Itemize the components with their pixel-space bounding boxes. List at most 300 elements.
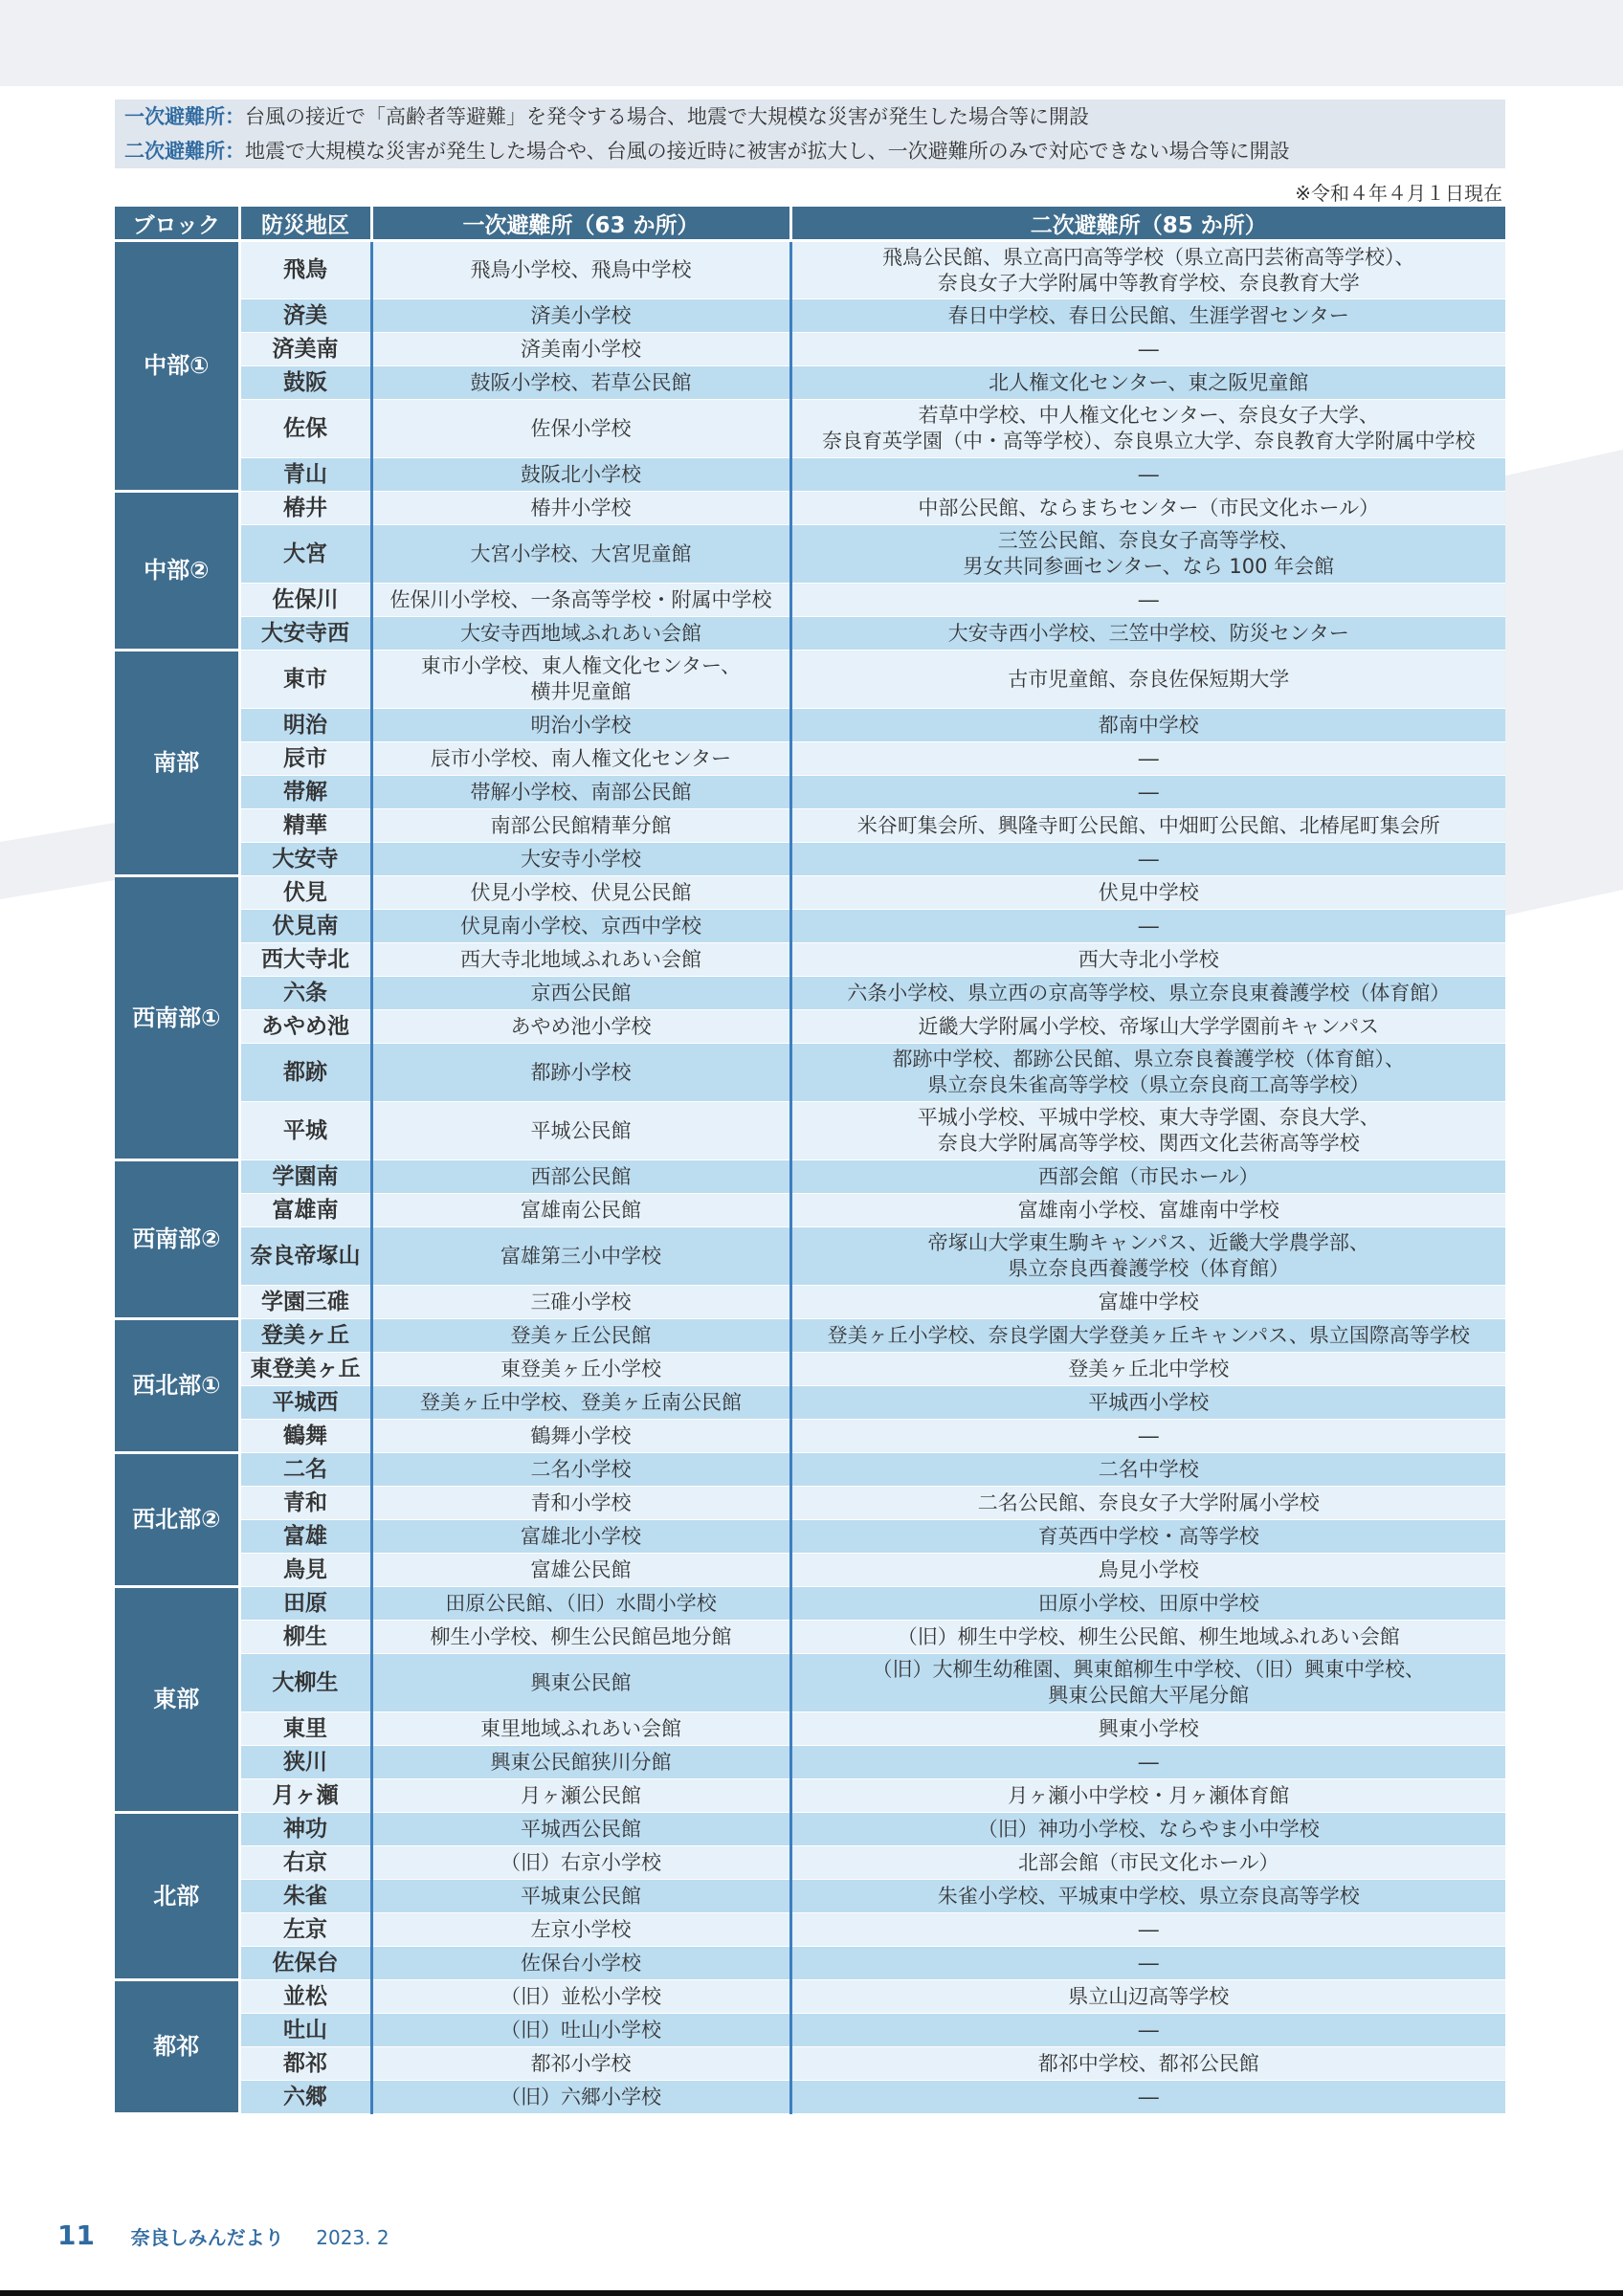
district-name: 伏見南	[239, 910, 371, 943]
primary-shelter-cell	[371, 843, 790, 876]
district-name: 狭川	[239, 1746, 371, 1779]
primary-shelter-line: 佐保川小学校、一条高等学校・附属中学校	[389, 587, 772, 611]
table-row	[115, 2081, 1505, 2114]
table-row	[115, 366, 1505, 400]
primary-shelter-line: 富雄公民館	[530, 1557, 632, 1581]
primary-shelter-line: 平城公民館	[530, 1118, 632, 1142]
primary-shelter-cell	[371, 742, 790, 776]
publication-date: 2023. 2	[316, 2226, 389, 2249]
table-row	[115, 400, 1505, 458]
district-name: 青和	[239, 1487, 371, 1520]
district-name: 都跡	[239, 1044, 371, 1102]
secondary-shelter-line: 奈良大学附属高等学校、関西文化芸術高等学校	[937, 1132, 1360, 1155]
secondary-shelter-cell	[790, 366, 1505, 400]
secondary-shelter-line: 二名中学校	[1098, 1457, 1199, 1481]
district-name: 大安寺	[239, 843, 371, 876]
secondary-shelter-line: （旧）大柳生幼稚園、興東館柳生中学校、（旧）興東中学校、	[872, 1658, 1425, 1681]
district-name: 精華	[239, 809, 371, 843]
secondary-shelter-cell	[790, 709, 1505, 742]
secondary-shelter-cell	[790, 1487, 1505, 1520]
district-name: 六郷	[239, 2081, 371, 2114]
primary-shelter-cell	[371, 1554, 790, 1587]
secondary-shelter-line: 県立奈良朱雀高等学校（県立奈良商工高等学校）	[927, 1073, 1370, 1096]
table-row	[115, 1654, 1505, 1712]
secondary-shelter-cell	[790, 333, 1505, 366]
primary-shelter-line: 横井児童館	[530, 680, 632, 703]
table-row	[115, 943, 1505, 977]
primary-shelter-line: 左京小学校	[530, 1917, 632, 1941]
secondary-shelter-line: 育英西中学校・高等学校	[1037, 1524, 1259, 1548]
primary-shelter-line: 興東公民館	[530, 1670, 632, 1694]
district-name: 田原	[239, 1587, 371, 1621]
secondary-shelter-line: 登美ヶ丘小学校、奈良学園大学登美ヶ丘キャンパス、県立国際高等学校	[827, 1323, 1470, 1347]
secondary-shelter-line: 大安寺西小学校、三笠中学校、防災センター	[947, 621, 1349, 645]
block-name: 西北部①	[115, 1319, 239, 1453]
as-of-date: ※令和４年４月１日現在	[1295, 182, 1502, 205]
district-name: 左京	[239, 1913, 371, 1947]
primary-shelter-line: 椿井小学校	[530, 496, 632, 519]
table-row	[115, 1160, 1505, 1194]
header-district: 防災地区	[239, 207, 371, 241]
primary-shelter-line: 西部公民館	[530, 1164, 632, 1188]
primary-shelter-cell	[371, 1654, 790, 1712]
table-row	[115, 584, 1505, 617]
primary-shelter-line: 都跡小学校	[530, 1060, 632, 1084]
table-row	[115, 1947, 1505, 1980]
secondary-shelter-cell	[790, 584, 1505, 617]
primary-shelter-line: 東里地域ふれあい会館	[480, 1716, 681, 1740]
primary-shelter-cell	[371, 1386, 790, 1420]
secondary-shelter-line: ―	[1138, 2018, 1159, 2042]
primary-shelter-cell	[371, 1010, 790, 1044]
secondary-shelter-line: 西部会館（市民ホール）	[1037, 1164, 1259, 1188]
footer	[57, 2219, 389, 2251]
secondary-shelter-line: ―	[1138, 746, 1159, 770]
note-primary-label: 一次避難所：	[124, 105, 245, 128]
secondary-shelter-line: 朱雀小学校、平城東中学校、県立奈良高等学校	[937, 1884, 1360, 1908]
primary-shelter-line: （旧）吐山小学校	[500, 2018, 661, 2042]
secondary-shelter-line: 中部公民館、ならまちセンター（市民文化ホール）	[918, 496, 1380, 519]
primary-shelter-cell	[371, 1846, 790, 1880]
primary-shelter-cell	[371, 1353, 790, 1386]
district-name: 済美南	[239, 333, 371, 366]
district-name: 辰市	[239, 742, 371, 776]
secondary-shelter-line: 県立山辺高等学校	[1068, 1984, 1230, 2008]
primary-shelter-cell	[371, 1160, 790, 1194]
district-name: 飛鳥	[239, 241, 371, 299]
secondary-shelter-cell	[790, 1453, 1505, 1487]
secondary-shelter-line: 登美ヶ丘北中学校	[1068, 1357, 1230, 1380]
primary-shelter-line: 富雄北小学校	[521, 1524, 641, 1548]
table-row	[115, 1746, 1505, 1779]
table-row	[115, 809, 1505, 843]
primary-shelter-line: （旧）右京小学校	[500, 1850, 661, 1874]
secondary-shelter-cell	[790, 742, 1505, 776]
secondary-shelter-cell	[790, 1194, 1505, 1227]
secondary-shelter-cell	[790, 1554, 1505, 1587]
primary-shelter-cell	[371, 458, 790, 492]
district-name: 東市	[239, 651, 371, 709]
district-name: 柳生	[239, 1621, 371, 1654]
secondary-shelter-line: ―	[1138, 1750, 1159, 1774]
primary-shelter-cell	[371, 1880, 790, 1913]
header-secondary: 二次避難所（85 か所）	[790, 207, 1505, 241]
primary-shelter-cell	[371, 1779, 790, 1813]
primary-shelter-line: 三碓小学校	[530, 1290, 632, 1314]
secondary-shelter-line: ―	[1138, 914, 1159, 938]
primary-shelter-cell	[371, 1980, 790, 2014]
block-name: 中部②	[115, 492, 239, 651]
primary-shelter-line: 明治小学校	[530, 713, 632, 737]
district-name: 富雄	[239, 1520, 371, 1554]
primary-shelter-line: 鼓阪小学校、若草公民館	[470, 370, 692, 394]
primary-shelter-line: 大安寺西地域ふれあい会館	[460, 621, 701, 645]
secondary-shelter-line: 西大寺北小学校	[1078, 947, 1219, 971]
primary-shelter-cell	[371, 1712, 790, 1746]
secondary-shelter-cell	[790, 1813, 1505, 1846]
district-name: 朱雀	[239, 1880, 371, 1913]
district-name: 鶴舞	[239, 1420, 371, 1453]
table-row	[115, 1453, 1505, 1487]
secondary-shelter-line: 北人権文化センター、東之阪児童館	[989, 370, 1309, 394]
table-row	[115, 458, 1505, 492]
table-row	[115, 977, 1505, 1010]
table-row	[115, 1779, 1505, 1813]
secondary-shelter-cell	[790, 1227, 1505, 1286]
district-name: 伏見	[239, 876, 371, 910]
secondary-shelter-cell	[790, 1160, 1505, 1194]
table-row	[115, 1813, 1505, 1846]
table-row	[115, 1621, 1505, 1654]
secondary-shelter-line: 三笠公民館、奈良女子高等学校、	[997, 529, 1300, 552]
secondary-shelter-cell	[790, 1286, 1505, 1319]
primary-shelter-line: 大宮小学校、大宮児童館	[470, 541, 692, 565]
table-row	[115, 1353, 1505, 1386]
secondary-shelter-cell	[790, 809, 1505, 843]
primary-shelter-cell	[371, 492, 790, 525]
primary-shelter-line: 西大寺北地域ふれあい会館	[460, 947, 701, 971]
secondary-shelter-cell	[790, 400, 1505, 458]
district-name: 大安寺西	[239, 617, 371, 651]
secondary-shelter-cell	[790, 1779, 1505, 1813]
table-row	[115, 651, 1505, 709]
shelter-table	[115, 207, 1505, 2115]
primary-shelter-line: 田原公民館、（旧）水間小学校	[445, 1591, 717, 1615]
secondary-shelter-cell	[790, 1044, 1505, 1102]
secondary-shelter-cell	[790, 843, 1505, 876]
secondary-shelter-cell	[790, 1913, 1505, 1947]
primary-shelter-line: 帯解小学校、南部公民館	[470, 780, 692, 804]
block-name: 西南部②	[115, 1160, 239, 1319]
district-name: 学園三碓	[239, 1286, 371, 1319]
primary-shelter-cell	[371, 1286, 790, 1319]
district-name: 月ヶ瀬	[239, 1779, 371, 1813]
secondary-shelter-cell	[790, 617, 1505, 651]
secondary-shelter-line: 二名公民館、奈良女子大学附属小学校	[977, 1490, 1320, 1514]
primary-shelter-line: 平城東公民館	[521, 1884, 641, 1908]
primary-shelter-line: 平城西公民館	[521, 1817, 641, 1841]
district-name: 鼓阪	[239, 366, 371, 400]
primary-shelter-cell	[371, 977, 790, 1010]
block-name: 南部	[115, 651, 239, 876]
block-name: 中部①	[115, 241, 239, 492]
secondary-shelter-cell	[790, 458, 1505, 492]
secondary-shelter-cell	[790, 1587, 1505, 1621]
secondary-shelter-cell	[790, 1746, 1505, 1779]
district-name: 神功	[239, 1813, 371, 1846]
district-name: 富雄南	[239, 1194, 371, 1227]
block-name: 東部	[115, 1587, 239, 1813]
primary-shelter-line: 富雄第三小中学校	[500, 1244, 661, 1268]
block-name: 北部	[115, 1813, 239, 1980]
district-name: あやめ池	[239, 1010, 371, 1044]
secondary-shelter-cell	[790, 977, 1505, 1010]
primary-shelter-line: （旧）並松小学校	[500, 1984, 661, 2008]
header-block: ブロック	[115, 207, 239, 241]
primary-shelter-line: 佐保台小学校	[521, 1951, 641, 1975]
secondary-shelter-line: ―	[1138, 1951, 1159, 1975]
secondary-shelter-cell	[790, 299, 1505, 333]
table-row	[115, 1712, 1505, 1746]
table-row	[115, 1520, 1505, 1554]
table-row	[115, 1587, 1505, 1621]
primary-shelter-cell	[371, 776, 790, 809]
table-row	[115, 876, 1505, 910]
secondary-shelter-line: 県立奈良西養護学校（体育館）	[1008, 1257, 1290, 1280]
primary-shelter-cell	[371, 1746, 790, 1779]
secondary-shelter-cell	[790, 1520, 1505, 1554]
primary-shelter-cell	[371, 400, 790, 458]
district-name: 西大寺北	[239, 943, 371, 977]
table-row	[115, 1420, 1505, 1453]
primary-shelter-line: 東登美ヶ丘小学校	[500, 1357, 661, 1380]
secondary-shelter-line: 帝塚山大学東生駒キャンパス、近畿大学農学部、	[927, 1231, 1369, 1254]
notes-box	[115, 99, 1505, 168]
secondary-shelter-line: （旧）神功小学校、ならやま小中学校	[977, 1817, 1320, 1841]
secondary-shelter-cell	[790, 2081, 1505, 2114]
table-row	[115, 1880, 1505, 1913]
district-name: 奈良帝塚山	[239, 1227, 371, 1286]
secondary-shelter-line: 興東公民館大平尾分館	[1048, 1684, 1250, 1707]
table-row	[115, 1102, 1505, 1160]
primary-shelter-cell	[371, 1947, 790, 1980]
secondary-shelter-cell	[790, 876, 1505, 910]
table-row	[115, 299, 1505, 333]
primary-shelter-cell	[371, 333, 790, 366]
secondary-shelter-line: 平城小学校、平城中学校、東大寺学園、奈良大学、	[917, 1106, 1380, 1129]
top-band	[0, 0, 1623, 86]
secondary-shelter-cell	[790, 492, 1505, 525]
primary-shelter-line: （旧）六郷小学校	[500, 2085, 661, 2108]
district-name: 青山	[239, 458, 371, 492]
district-name: 吐山	[239, 2014, 371, 2047]
note-primary	[115, 99, 1505, 134]
secondary-shelter-line: 六条小学校、県立西の京高等学校、県立奈良東養護学校（体育館）	[847, 981, 1451, 1004]
header-primary: 一次避難所（63 か所）	[371, 207, 790, 241]
secondary-shelter-line: ―	[1138, 1424, 1159, 1447]
secondary-shelter-cell	[790, 1880, 1505, 1913]
primary-shelter-cell	[371, 943, 790, 977]
secondary-shelter-cell	[790, 1319, 1505, 1353]
primary-shelter-line: 京西公民館	[530, 981, 632, 1004]
secondary-shelter-line: 興東小学校	[1098, 1716, 1199, 1740]
primary-shelter-line: 富雄南公民館	[521, 1198, 641, 1222]
district-name: 済美	[239, 299, 371, 333]
primary-shelter-line: 都祁小学校	[530, 2051, 632, 2075]
block-name: 都祁	[115, 1980, 239, 2114]
secondary-shelter-cell	[790, 1010, 1505, 1044]
secondary-shelter-line: 富雄中学校	[1098, 1290, 1199, 1314]
primary-shelter-cell	[371, 709, 790, 742]
district-name: 大柳生	[239, 1654, 371, 1712]
primary-shelter-cell	[371, 1913, 790, 1947]
district-name: 都祁	[239, 2047, 371, 2081]
primary-shelter-cell	[371, 1227, 790, 1286]
primary-shelter-line: 登美ヶ丘公民館	[510, 1323, 652, 1347]
primary-shelter-line: 伏見小学校、伏見公民館	[470, 880, 692, 904]
note-primary-text: 台風の接近で「高齢者等避難」を発令する場合、地震で大規模な災害が発生した場合等に開設	[245, 105, 1089, 128]
table-row	[115, 1980, 1505, 2014]
secondary-shelter-line: 春日中学校、春日公民館、生涯学習センター	[947, 303, 1349, 327]
secondary-shelter-cell	[790, 651, 1505, 709]
block-name: 西南部①	[115, 876, 239, 1160]
primary-shelter-line: 柳生小学校、柳生公民館邑地分館	[430, 1624, 732, 1648]
secondary-shelter-line: 月ヶ瀬小中学校・月ヶ瀬体育館	[1008, 1783, 1290, 1807]
district-name: 東里	[239, 1712, 371, 1746]
secondary-shelter-line: 都南中学校	[1098, 713, 1199, 737]
district-name: 椿井	[239, 492, 371, 525]
district-name: 平城西	[239, 1386, 371, 1420]
primary-shelter-line: 東市小学校、東人権文化センター、	[420, 654, 742, 677]
table-row	[115, 1044, 1505, 1102]
table-row	[115, 241, 1505, 299]
primary-shelter-cell	[371, 584, 790, 617]
secondary-shelter-line: 男女共同参画センター、なら 100 年会館	[963, 555, 1335, 578]
secondary-shelter-cell	[790, 1420, 1505, 1453]
secondary-shelter-line: ―	[1138, 780, 1159, 804]
primary-shelter-line: 済美南小学校	[521, 337, 641, 361]
secondary-shelter-cell	[790, 1353, 1505, 1386]
secondary-shelter-line: 近畿大学附属小学校、帝塚山大学学園前キャンパス	[918, 1014, 1380, 1038]
secondary-shelter-cell	[790, 910, 1505, 943]
secondary-shelter-line: 富雄南小学校、富雄南中学校	[1017, 1198, 1279, 1222]
primary-shelter-line: 済美小学校	[530, 303, 632, 327]
primary-shelter-line: 青和小学校	[530, 1490, 632, 1514]
primary-shelter-cell	[371, 1813, 790, 1846]
district-name: 二名	[239, 1453, 371, 1487]
secondary-shelter-cell	[790, 1102, 1505, 1160]
table-row	[115, 1010, 1505, 1044]
secondary-shelter-cell	[790, 1621, 1505, 1654]
primary-shelter-cell	[371, 525, 790, 584]
primary-shelter-cell	[371, 1194, 790, 1227]
district-name: 大宮	[239, 525, 371, 584]
secondary-shelter-line: 鳥見小学校	[1098, 1557, 1199, 1581]
table-row	[115, 2014, 1505, 2047]
secondary-shelter-cell	[790, 525, 1505, 584]
district-name: 右京	[239, 1846, 371, 1880]
primary-shelter-cell	[371, 1044, 790, 1102]
district-name: 鳥見	[239, 1554, 371, 1587]
primary-shelter-cell	[371, 241, 790, 299]
secondary-shelter-cell	[790, 1712, 1505, 1746]
secondary-shelter-cell	[790, 1980, 1505, 2014]
table-row	[115, 910, 1505, 943]
primary-shelter-line: 大安寺小学校	[521, 847, 641, 871]
district-name: 佐保川	[239, 584, 371, 617]
primary-shelter-line: 辰市小学校、南人権文化センター	[430, 746, 732, 770]
primary-shelter-cell	[371, 1102, 790, 1160]
secondary-shelter-line: 北部会館（市民文化ホール）	[1017, 1850, 1279, 1874]
publication-title: 奈良しみんだより	[130, 2226, 284, 2249]
district-name: 明治	[239, 709, 371, 742]
note-secondary	[115, 134, 1505, 168]
secondary-shelter-line: 都跡中学校、都跡公民館、県立奈良養護学校（体育館）、	[892, 1048, 1405, 1071]
block-name: 西北部②	[115, 1453, 239, 1587]
note-secondary-text: 地震で大規模な災害が発生した場合や、台風の接近時に被害が拡大し、一次避難所のみで対応できない場合等に開設	[245, 140, 1290, 163]
table-row	[115, 1386, 1505, 1420]
primary-shelter-line: 伏見南小学校、京西中学校	[460, 914, 701, 938]
table-row	[115, 333, 1505, 366]
district-name: 登美ヶ丘	[239, 1319, 371, 1353]
primary-shelter-cell	[371, 2081, 790, 2114]
secondary-shelter-line: 奈良育英学園（中・高等学校）、奈良県立大学、奈良教育大学附属中学校	[822, 430, 1476, 453]
secondary-shelter-cell	[790, 943, 1505, 977]
district-name: 六条	[239, 977, 371, 1010]
note-secondary-label: 二次避難所：	[124, 140, 245, 163]
secondary-shelter-cell	[790, 1947, 1505, 1980]
table-row	[115, 525, 1505, 584]
primary-shelter-cell	[371, 1621, 790, 1654]
primary-shelter-cell	[371, 617, 790, 651]
table-row	[115, 1194, 1505, 1227]
primary-shelter-cell	[371, 366, 790, 400]
table-row	[115, 1913, 1505, 1947]
secondary-shelter-cell	[790, 241, 1505, 299]
secondary-shelter-line: 若草中学校、中人権文化センター、奈良女子大学、	[918, 404, 1379, 427]
table-row	[115, 492, 1505, 525]
primary-shelter-line: 登美ヶ丘中学校、登美ヶ丘南公民館	[420, 1390, 742, 1414]
table-row	[115, 617, 1505, 651]
district-name: 東登美ヶ丘	[239, 1353, 371, 1386]
table-row	[115, 1554, 1505, 1587]
table-row	[115, 1319, 1505, 1353]
secondary-shelter-line: 奈良女子大学附属中等教育学校、奈良教育大学	[937, 271, 1360, 295]
district-name: 帯解	[239, 776, 371, 809]
secondary-shelter-cell	[790, 1846, 1505, 1880]
primary-shelter-cell	[371, 1453, 790, 1487]
primary-shelter-line: 鶴舞小学校	[530, 1424, 632, 1447]
secondary-shelter-line: 伏見中学校	[1098, 880, 1199, 904]
secondary-shelter-line: 飛鳥公民館、県立高円高等学校（県立高円芸術高等学校）、	[882, 245, 1415, 269]
primary-shelter-cell	[371, 651, 790, 709]
table-row	[115, 1286, 1505, 1319]
primary-shelter-cell	[371, 2014, 790, 2047]
table-row	[115, 1487, 1505, 1520]
primary-shelter-cell	[371, 299, 790, 333]
primary-shelter-cell	[371, 1319, 790, 1353]
primary-shelter-line: 飛鳥小学校、飛鳥中学校	[470, 258, 692, 281]
primary-shelter-cell	[371, 910, 790, 943]
primary-shelter-line: 月ヶ瀬公民館	[521, 1783, 641, 1807]
secondary-shelter-cell	[790, 1654, 1505, 1712]
secondary-shelter-line: ―	[1138, 587, 1159, 611]
secondary-shelter-line: ―	[1138, 2085, 1159, 2108]
primary-shelter-cell	[371, 1487, 790, 1520]
primary-shelter-line: 佐保小学校	[530, 416, 632, 440]
secondary-shelter-cell	[790, 2047, 1505, 2081]
secondary-shelter-cell	[790, 1386, 1505, 1420]
